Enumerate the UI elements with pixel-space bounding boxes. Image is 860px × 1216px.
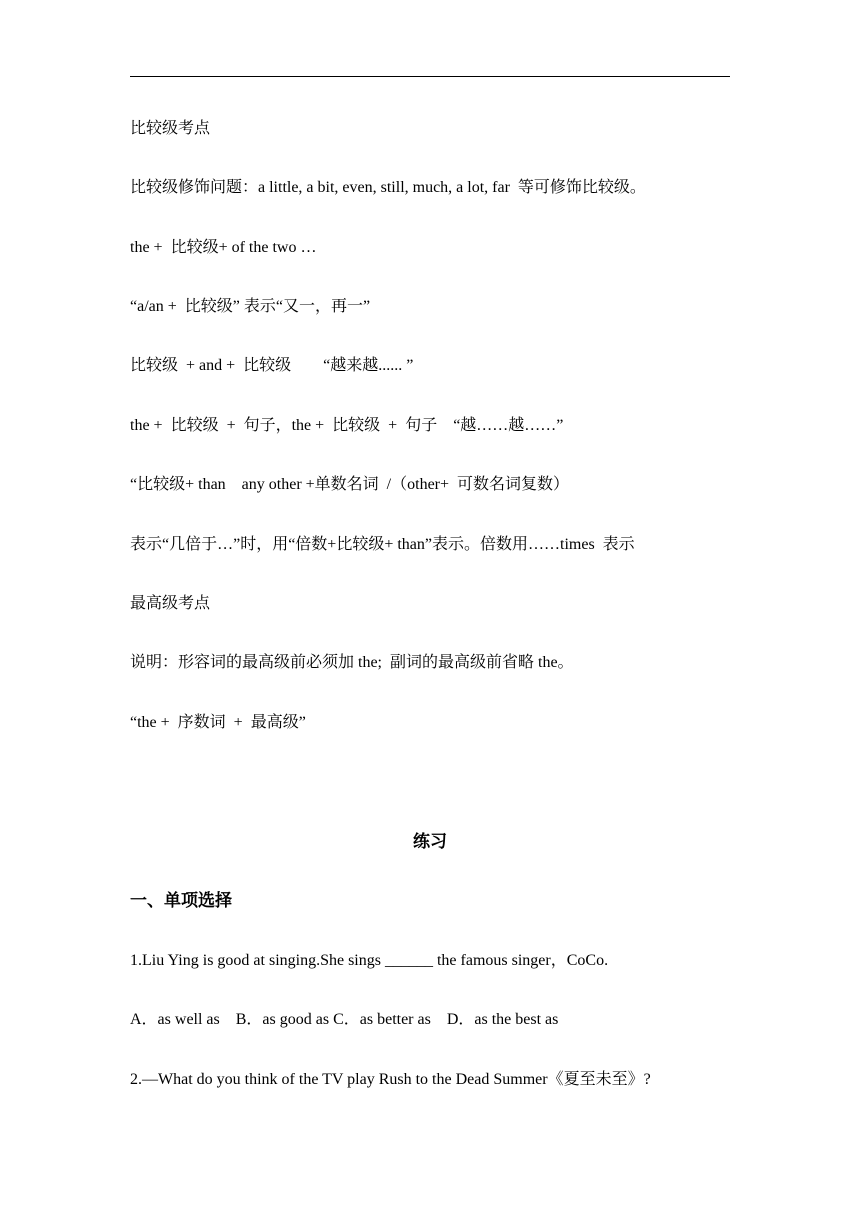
question-stem: 2.—What do you think of the TV play Rush to the Dead Summer《夏至未至》?: [130, 1071, 651, 1088]
note-line: 表示“几倍于…”时，用“倍数+比较级+ than”表示。倍数用……times 表示: [130, 536, 635, 553]
note-line: 比较级修饰问题：a little, a bit, even, still, much, a lot, far 等可修饰比较级。: [130, 179, 646, 196]
note-line: “the + 序数词 + 最高级”: [130, 714, 306, 731]
note-line: 比较级 + and + 比较级 “越来越...... ”: [130, 357, 414, 374]
note-line: the + 比较级 + 句子，the + 比较级 + 句子 “越……越……”: [130, 417, 564, 434]
note-line: the + 比较级+ of the two …: [130, 239, 317, 256]
top-rule: [130, 76, 730, 77]
question-stem: 1.Liu Ying is good at singing.She sings ______ the famous singer，CoCo.: [130, 952, 609, 969]
question-options: A．as well as B．as good as C．as better as D．as the best as: [130, 1011, 559, 1028]
note-line: “a/an + 比较级” 表示“又一，再一”: [130, 298, 371, 315]
note-line: “比较级+ than any other +单数名词 /（other+ 可数名词复数）: [130, 476, 570, 493]
note-heading-superlative: 最高级考点: [130, 595, 211, 612]
note-line: 说明：形容词的最高级前必须加 the; 副词的最高级前省略 the。: [130, 654, 574, 671]
section-title: 一、单项选择: [130, 891, 232, 911]
note-heading-comparative: 比较级考点: [130, 120, 211, 137]
exercise-title: 练习: [413, 832, 447, 852]
